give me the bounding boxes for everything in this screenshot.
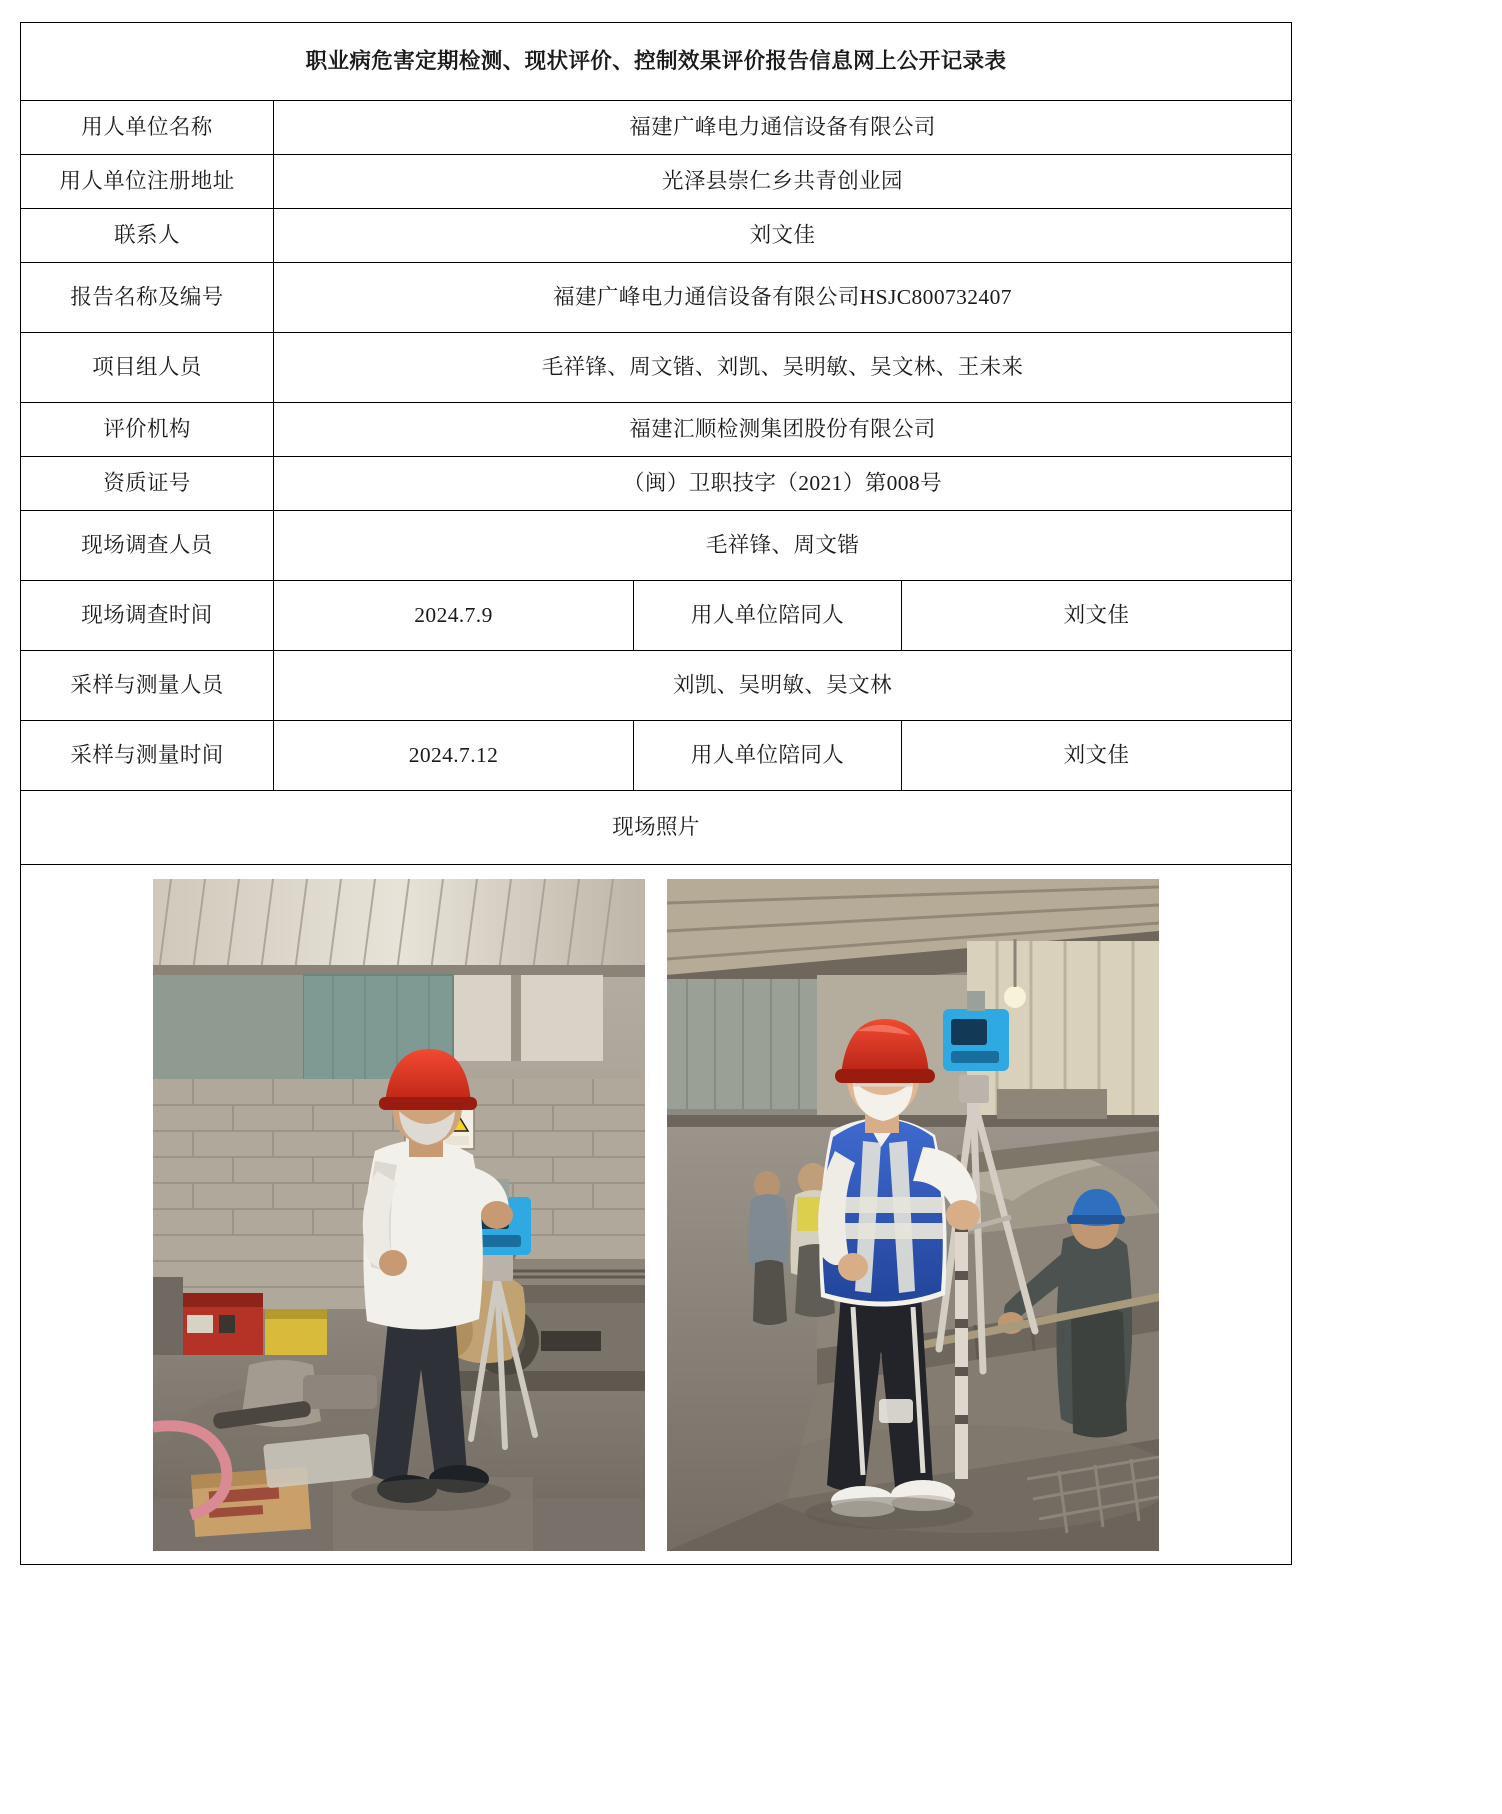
table-row-site-survey-time [21,581,1292,651]
table-row-photos-header [21,791,1292,865]
label-site-survey-time: 现场调查时间 [21,581,274,651]
table-row-site-survey-staff [21,511,1292,581]
label-site-survey-staff: 现场调查人员 [21,511,274,581]
label-report-name-no: 报告名称及编号 [21,263,274,333]
value-employer-address: 光泽县崇仁乡共青创业园 [274,155,1292,209]
table-row-photos [21,865,1292,1565]
site-photo-left-image [153,879,645,1551]
value-site-survey-staff: 毛祥锋、周文锴 [274,511,1292,581]
value-site-survey-companion: 刘文佳 [902,581,1292,651]
site-photo-right [667,879,1159,1551]
disclosure-record-table [20,22,1292,1565]
value-sampling-companion: 刘文佳 [902,721,1292,791]
site-photo-right-image [667,879,1159,1551]
value-report-name-no: 福建广峰电力通信设备有限公司HSJC800732407 [274,263,1292,333]
value-contact: 刘文佳 [274,209,1292,263]
table-row-project-team [21,333,1292,403]
table-row-assessment-org [21,403,1292,457]
label-sampling-time: 采样与测量时间 [21,721,274,791]
value-employer-name: 福建广峰电力通信设备有限公司 [274,101,1292,155]
label-project-team: 项目组人员 [21,333,274,403]
value-project-team: 毛祥锋、周文锴、刘凯、吴明敏、吴文林、王未来 [274,333,1292,403]
ceiling-lamp-icon [1004,986,1026,1008]
photos-cell [21,865,1292,1565]
label-employer-address: 用人单位注册地址 [21,155,274,209]
site-photo-left [153,879,645,1551]
table-row-qualification-no [21,457,1292,511]
label-site-survey-companion: 用人单位陪同人 [634,581,902,651]
table-row-employer-name [21,101,1292,155]
value-site-survey-time: 2024.7.9 [274,581,634,651]
photo-gallery [27,879,1285,1551]
label-employer-name: 用人单位名称 [21,101,274,155]
value-qualification-no: （闽）卫职技字（2021）第008号 [274,457,1292,511]
value-sampling-staff: 刘凯、吴明敏、吴文林 [274,651,1292,721]
label-qualification-no: 资质证号 [21,457,274,511]
label-assessment-org: 评价机构 [21,403,274,457]
table-row-title [21,23,1292,101]
page-title: 职业病危害定期检测、现状评价、控制效果评价报告信息网上公开记录表 [21,23,1292,101]
table-row-sampling-staff [21,651,1292,721]
table-row-contact [21,209,1292,263]
label-sampling-companion: 用人单位陪同人 [634,721,902,791]
value-sampling-time: 2024.7.12 [274,721,634,791]
label-photos-header: 现场照片 [21,791,1292,865]
label-sampling-staff: 采样与测量人员 [21,651,274,721]
table-row-report-name-no [21,263,1292,333]
value-assessment-org: 福建汇顺检测集团股份有限公司 [274,403,1292,457]
table-row-employer-address [21,155,1292,209]
table-row-sampling-time [21,721,1292,791]
label-contact: 联系人 [21,209,274,263]
